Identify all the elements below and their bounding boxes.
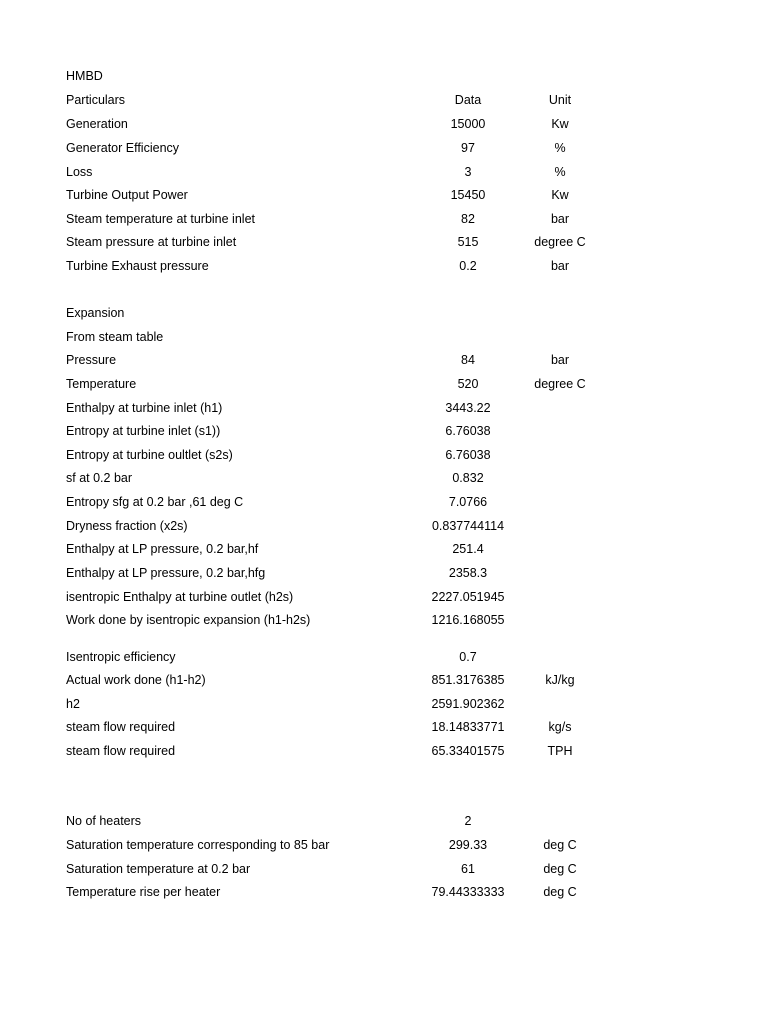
row-label: Entropy sfg at 0.2 bar ,61 deg C: [66, 495, 244, 509]
row-unit: bar: [550, 212, 570, 226]
row-label: Actual work done (h1-h2): [66, 673, 206, 687]
row-data: 0.832: [452, 471, 484, 485]
row-unit: Kw: [551, 188, 569, 202]
table-row: [0, 138, 768, 158]
row-label: Generator Efficiency: [66, 141, 180, 155]
row-unit: deg C: [543, 838, 577, 852]
row-unit: bar: [550, 259, 570, 273]
row-label: isentropic Enthalpy at turbine outlet (h2s): [66, 590, 294, 604]
row-unit: %: [554, 141, 566, 155]
table-row: [0, 587, 768, 607]
row-label: Generation: [66, 117, 128, 131]
row-data: 84: [461, 353, 475, 367]
row-label: Enthalpy at LP pressure, 0.2 bar,hf: [66, 542, 259, 556]
row-data: 520: [457, 377, 479, 391]
row-data: 2227.051945: [431, 590, 505, 604]
row-data: 6.76038: [445, 448, 491, 462]
row-unit: deg C: [543, 885, 577, 899]
row-data: 79.44333333: [431, 885, 505, 899]
row-unit: degree C: [534, 235, 586, 249]
table-row: [0, 647, 768, 667]
row-label: Turbine Output Power: [66, 188, 188, 202]
table-row: [0, 421, 768, 441]
row-data: 15000: [450, 117, 486, 131]
row-data: 3443.22: [445, 401, 491, 415]
row-label: Saturation temperature at 0.2 bar: [66, 862, 251, 876]
table-row: [0, 882, 768, 902]
title-row: [0, 66, 768, 86]
row-label: Steam pressure at turbine inlet: [66, 235, 237, 249]
row-label: h2: [66, 697, 80, 711]
section-heading: Expansion: [66, 306, 125, 320]
table-row: [0, 563, 768, 583]
table-row: [0, 445, 768, 465]
row-data: 82: [461, 212, 475, 226]
row-data: 18.14833771: [431, 720, 505, 734]
row-label: steam flow required: [66, 720, 176, 734]
row-label: Temperature: [66, 377, 137, 391]
row-data: 851.3176385: [431, 673, 505, 687]
table-row: [0, 859, 768, 879]
row-unit: kg/s: [548, 720, 572, 734]
header-row: [0, 90, 768, 110]
table-row: [0, 185, 768, 205]
row-label: Turbine Exhaust pressure: [66, 259, 209, 273]
table-row: [0, 516, 768, 536]
row-data: 2358.3: [448, 566, 488, 580]
row-data: 7.0766: [448, 495, 488, 509]
row-data: 61: [461, 862, 475, 876]
table-row: [0, 468, 768, 488]
row-data: 6.76038: [445, 424, 491, 438]
row-unit: Kw: [551, 117, 569, 131]
header-particulars: Particulars: [66, 93, 126, 107]
row-label: Loss: [66, 165, 93, 179]
section-row: [0, 303, 768, 323]
table-row: [0, 670, 768, 690]
table-row: [0, 256, 768, 276]
table-row: [0, 811, 768, 831]
table-row: [0, 350, 768, 370]
row-label: Entropy at turbine inlet (s1)): [66, 424, 221, 438]
table-row: [0, 162, 768, 182]
row-unit: bar: [550, 353, 570, 367]
row-unit: %: [554, 165, 566, 179]
row-unit: deg C: [543, 862, 577, 876]
row-data: 97: [461, 141, 475, 155]
row-label: Steam temperature at turbine inlet: [66, 212, 255, 226]
row-label: Enthalpy at LP pressure, 0.2 bar,hfg: [66, 566, 266, 580]
row-data: 2591.902362: [431, 697, 505, 711]
row-label: No of heaters: [66, 814, 142, 828]
row-label: Pressure: [66, 353, 117, 367]
row-data: 515: [457, 235, 479, 249]
row-unit: TPH: [547, 744, 573, 758]
row-label: steam flow required: [66, 744, 176, 758]
row-unit: kJ/kg: [545, 673, 575, 687]
row-data: 3: [464, 165, 472, 179]
row-label: Temperature rise per heater: [66, 885, 221, 899]
table-row: [0, 694, 768, 714]
table-row: [0, 610, 768, 630]
row-label: Entropy at turbine oultlet (s2s): [66, 448, 233, 462]
row-label: Dryness fraction (x2s): [66, 519, 188, 533]
row-data: 15450: [450, 188, 486, 202]
row-data: 2: [464, 814, 472, 828]
row-data: 299.33: [448, 838, 488, 852]
table-row: [0, 492, 768, 512]
table-row: [0, 835, 768, 855]
row-data: 65.33401575: [431, 744, 505, 758]
row-label: Work done by isentropic expansion (h1-h2s): [66, 613, 311, 627]
row-label: Isentropic efficiency: [66, 650, 176, 664]
table-row: [0, 741, 768, 761]
row-unit: degree C: [534, 377, 586, 391]
table-row: [0, 114, 768, 134]
header-unit: Unit: [548, 93, 572, 107]
table-row: [0, 232, 768, 252]
row-data: 1216.168055: [431, 613, 505, 627]
header-data: Data: [454, 93, 482, 107]
table-row: [0, 539, 768, 559]
row-label: Saturation temperature corresponding to 85 bar: [66, 838, 330, 852]
row-data: 0.837744114: [431, 519, 505, 533]
row-data: 251.4: [452, 542, 484, 556]
table-row: [0, 717, 768, 737]
row-label: Enthalpy at turbine inlet (h1): [66, 401, 223, 415]
table-row: [0, 374, 768, 394]
row-label: sf at 0.2 bar: [66, 471, 133, 485]
table-row: [0, 209, 768, 229]
section-subheading: From steam table: [66, 330, 164, 344]
table-row: [0, 398, 768, 418]
row-data: 0.7: [459, 650, 477, 664]
row-data: 0.2: [459, 259, 477, 273]
sheet-title: HMBD: [66, 69, 103, 83]
section-row: [0, 327, 768, 347]
